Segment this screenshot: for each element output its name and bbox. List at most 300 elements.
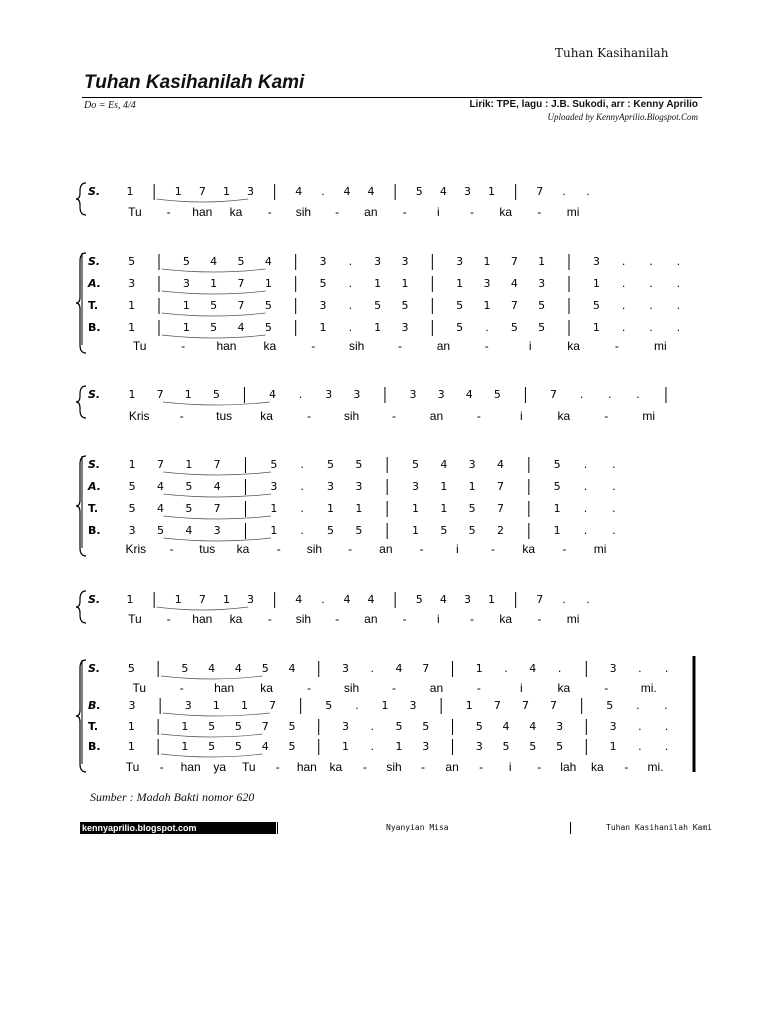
song-title: Tuhan Kasihanilah Kami (84, 72, 305, 93)
note-number: 1 (128, 388, 136, 401)
rest-dot: . (638, 662, 642, 675)
lyric-syllable: - (614, 339, 619, 353)
voice-label: S. (88, 593, 101, 606)
note-number: 4 (529, 720, 537, 733)
note-number: 4 (237, 321, 245, 334)
note-number: 1 (185, 458, 193, 471)
note-number: 4 (510, 277, 518, 290)
note-number: 5 (553, 458, 561, 471)
rest-dot: . (348, 277, 353, 290)
note-number: 5 (538, 321, 546, 334)
lyric-syllable: mi. (640, 681, 657, 695)
lyric-syllable: - (491, 542, 495, 556)
note-number: 1 (270, 502, 278, 515)
lyric-syllable: Tu (241, 760, 256, 774)
lyric-syllable: - (307, 409, 312, 423)
rest-dot: . (586, 185, 590, 198)
rest-dot: . (612, 524, 616, 537)
lyric-syllable: - (166, 612, 171, 626)
lyric-syllable: sih (295, 612, 312, 626)
note-number: 3 (128, 524, 136, 537)
note-number: 3 (475, 740, 483, 753)
note-number: 5 (325, 699, 333, 712)
lyric-syllable: - (362, 760, 367, 774)
lyric-syllable: han (192, 612, 213, 626)
lyric-syllable: sih (343, 409, 360, 423)
lyric-syllable: - (604, 409, 609, 423)
note-number: 3 (184, 699, 192, 712)
voice-label: S. (88, 458, 101, 471)
note-number: 4 (261, 740, 269, 753)
note-number: 1 (182, 299, 190, 312)
lyric-syllable: - (276, 542, 281, 556)
rest-dot: . (636, 388, 640, 401)
note-number: 1 (483, 255, 491, 268)
lyric-syllable: - (169, 542, 174, 556)
note-number: 5 (128, 502, 136, 515)
note-number: 3 (468, 458, 476, 471)
note-number: 3 (538, 277, 546, 290)
note-number: 4 (208, 662, 216, 675)
note-number: 7 (497, 480, 504, 493)
lyric-syllable: ka (260, 409, 273, 423)
note-number: 3 (374, 255, 382, 268)
rest-dot: . (583, 480, 588, 493)
lyric-syllable: - (470, 612, 474, 626)
note-number: 5 (468, 524, 476, 537)
lyric-syllable: ka (499, 205, 513, 219)
lyric-syllable: - (476, 409, 481, 423)
note-number: 7 (550, 699, 558, 712)
lyric-syllable: - (348, 542, 353, 556)
note-number: 1 (374, 277, 382, 290)
lyric-syllable: i (520, 409, 523, 423)
note-number: 1 (341, 740, 349, 753)
note-number: 1 (184, 388, 192, 401)
note-number: 7 (213, 502, 221, 515)
note-number: 1 (468, 480, 476, 493)
lyric-syllable: han (214, 681, 235, 695)
lyric-syllable: - (275, 760, 280, 774)
lyric-syllable: - (335, 205, 340, 219)
note-number: 1 (126, 593, 134, 606)
voice-label: T. (88, 502, 99, 515)
rest-dot: . (664, 699, 668, 712)
lyric-syllable: mi (593, 542, 607, 556)
lyric-syllable: ka (499, 612, 513, 626)
voice-label: S. (88, 662, 101, 675)
note-number: 1 (174, 593, 182, 606)
note-number: 4 (343, 185, 351, 198)
system-brace (76, 660, 86, 772)
lyric-syllable: - (267, 612, 272, 626)
lyric-syllable: i (436, 205, 440, 219)
note-number: 7 (213, 458, 221, 471)
note-number: 1 (553, 502, 561, 515)
lyric-syllable: an (364, 612, 378, 626)
rest-dot: . (485, 321, 489, 334)
running-title: Tuhan Kasihanilah (555, 46, 669, 60)
note-number: 5 (355, 524, 363, 537)
note-number: 1 (210, 277, 218, 290)
lyric-syllable: ka (522, 542, 536, 556)
note-number: 1 (182, 321, 190, 334)
note-number: 5 (182, 255, 190, 268)
lyric-syllable: mi (566, 205, 580, 219)
lyric-syllable: an (445, 760, 459, 774)
lyric-syllable: sih (386, 760, 402, 774)
note-number: 7 (422, 662, 430, 675)
note-number: 1 (222, 185, 230, 198)
note-number: 3 (401, 255, 409, 268)
note-number: 1 (592, 321, 600, 334)
lyric-syllable: Tu (132, 339, 147, 353)
note-number: 5 (208, 740, 216, 753)
lyric-syllable: an (364, 205, 378, 219)
note-number: 5 (538, 299, 546, 312)
lyric-syllable: - (392, 681, 396, 695)
rest-dot: . (562, 593, 566, 606)
note-number: 5 (127, 662, 135, 675)
lyric-syllable: - (402, 612, 407, 626)
lyric-syllable: ka (263, 339, 277, 353)
note-number: 4 (367, 185, 375, 198)
note-number: 1 (374, 321, 382, 334)
note-number: 5 (468, 502, 476, 515)
lyric-syllable: - (398, 339, 402, 353)
note-number: 7 (497, 502, 504, 515)
voice-label: B. (88, 699, 101, 712)
slur-arc (162, 291, 266, 294)
lyric-syllable: i (436, 612, 440, 626)
note-number: 4 (185, 524, 193, 537)
lyric-syllable: - (421, 760, 426, 774)
lyric-syllable: ka (260, 681, 273, 695)
lyric-syllable: sih (343, 681, 360, 695)
note-number: 1 (488, 593, 496, 606)
lyric-syllable: - (392, 409, 396, 423)
note-number: 3 (341, 720, 349, 733)
note-number: 1 (319, 321, 327, 334)
note-number: 3 (456, 255, 464, 268)
rest-dot: . (348, 321, 353, 334)
slur-arc (163, 472, 271, 475)
note-number: 3 (556, 720, 564, 733)
note-number: 7 (156, 388, 164, 401)
lyric-syllable: han (192, 205, 213, 219)
note-number: 3 (409, 388, 417, 401)
footer-blog-link[interactable]: kennyaprilio.blogspot.com (80, 822, 276, 834)
note-number: 3 (463, 593, 471, 606)
note-number: 1 (181, 720, 189, 733)
note-number: 3 (128, 699, 136, 712)
note-number: 5 (606, 699, 614, 712)
lyric-syllable: ka (229, 205, 243, 219)
footer-category: Nyanyian Misa (386, 823, 449, 832)
note-number: 3 (341, 662, 349, 675)
note-number: 5 (128, 255, 136, 268)
rest-dot: . (300, 458, 304, 471)
lyric-syllable: Tu (128, 205, 142, 219)
key-signature: Do = Es, 4/4 (84, 100, 136, 111)
note-number: 1 (181, 740, 189, 753)
system-brace (76, 253, 86, 353)
note-number: 5 (128, 480, 136, 493)
lyric-syllable: tus (199, 542, 216, 556)
rest-dot: . (636, 699, 640, 712)
note-number: 4 (497, 458, 504, 471)
rest-dot: . (638, 740, 642, 753)
lyric-syllable: ka (567, 339, 580, 353)
note-number: 7 (198, 185, 206, 198)
note-number: 5 (264, 321, 272, 334)
note-number: 3 (182, 277, 190, 290)
note-number: 4 (440, 458, 448, 471)
note-number: 1 (270, 524, 278, 537)
note-number: 5 (210, 321, 218, 334)
rest-dot: . (583, 524, 588, 537)
lyric-syllable: i (528, 339, 532, 353)
lyric-syllable: - (537, 205, 542, 219)
rest-dot: . (583, 502, 588, 515)
source-note: Sumber : Madah Bakti nomor 620 (90, 790, 255, 804)
note-number: 4 (367, 593, 375, 606)
lyric-syllable: - (179, 409, 184, 423)
note-number: 5 (234, 720, 242, 733)
rest-dot: . (355, 699, 359, 712)
note-number: 4 (234, 662, 242, 675)
rest-dot: . (608, 388, 612, 401)
note-number: 3 (247, 593, 255, 606)
slur-arc (163, 402, 270, 405)
note-number: 3 (592, 255, 600, 268)
lyric-syllable: - (470, 205, 474, 219)
lyric-syllable: - (267, 205, 272, 219)
note-number: 5 (374, 299, 382, 312)
system-brace (76, 591, 86, 623)
rest-dot: . (664, 740, 669, 753)
note-number: 3 (128, 277, 136, 290)
note-number: 7 (510, 255, 518, 268)
lyric-syllable: - (311, 339, 316, 353)
lyric-syllable: Tu (132, 681, 147, 695)
rest-dot: . (664, 662, 669, 675)
note-number: 4 (213, 480, 221, 493)
rest-dot: . (649, 255, 653, 268)
note-number: 5 (288, 740, 296, 753)
score-system (76, 591, 590, 626)
voice-label: B. (88, 524, 101, 537)
note-number: 4 (295, 185, 303, 198)
note-number: 1 (412, 502, 419, 515)
note-number: 1 (483, 299, 491, 312)
note-number: 5 (415, 185, 423, 198)
voice-label: T. (88, 720, 99, 733)
lyric-syllable: han (216, 339, 237, 353)
note-number: 3 (247, 185, 255, 198)
slur-arc (157, 607, 249, 610)
note-number: 3 (609, 720, 617, 733)
lyric-syllable: lah (560, 760, 577, 774)
note-number: 7 (237, 299, 245, 312)
note-number: 5 (553, 480, 561, 493)
lyric-syllable: ka (557, 681, 571, 695)
rest-dot: . (676, 299, 681, 312)
voice-label: S. (88, 185, 101, 198)
system-brace (76, 456, 86, 556)
rest-dot: . (612, 502, 616, 515)
note-number: 1 (355, 502, 363, 515)
note-number: 5 (261, 662, 269, 675)
lyric-syllable: Kris (128, 409, 150, 423)
note-number: 5 (327, 458, 334, 471)
score-system (76, 183, 590, 219)
rest-dot: . (676, 321, 681, 334)
lyric-syllable: mi (566, 612, 580, 626)
note-number: 3 (401, 321, 409, 334)
footer-divider (277, 822, 278, 834)
note-number: 5 (502, 740, 510, 753)
slur-arc (157, 199, 249, 202)
rest-dot: . (562, 185, 566, 198)
note-number: 7 (269, 699, 277, 712)
rest-dot: . (583, 458, 588, 471)
note-number: 4 (157, 502, 164, 515)
note-number: 1 (127, 740, 135, 753)
rest-dot: . (676, 255, 681, 268)
rest-dot: . (621, 299, 626, 312)
note-number: 5 (493, 388, 501, 401)
lyric-syllable: ka (329, 760, 343, 774)
note-number: 3 (327, 480, 334, 493)
note-number: 3 (409, 699, 417, 712)
lyric-syllable: ka (229, 612, 243, 626)
system-brace (76, 183, 86, 215)
lyric-syllable: - (166, 205, 171, 219)
note-number: 7 (510, 299, 518, 312)
lyric-syllable: mi (653, 339, 667, 353)
lyric-syllable: an (379, 542, 393, 556)
note-number: 5 (456, 321, 464, 334)
note-number: 3 (353, 388, 361, 401)
rest-dot: . (612, 458, 616, 471)
lyric-syllable: - (179, 681, 184, 695)
slur-arc (162, 313, 266, 316)
lyric-syllable: - (335, 612, 340, 626)
note-number: 1 (174, 185, 182, 198)
rest-dot: . (621, 321, 626, 334)
system-brace (76, 386, 86, 418)
note-number: 5 (181, 662, 189, 675)
rest-dot: . (300, 480, 304, 493)
rest-dot: . (649, 321, 653, 334)
lyric-syllable: i (508, 760, 512, 774)
note-number: 1 (440, 480, 448, 493)
lyric-syllable: ya (213, 760, 227, 774)
lyric-syllable: - (159, 760, 164, 774)
note-number: 3 (483, 277, 491, 290)
note-number: 5 (157, 524, 164, 537)
note-number: 1 (538, 255, 546, 268)
rest-dot: . (370, 720, 374, 733)
note-number: 7 (237, 277, 245, 290)
lyric-syllable: - (562, 542, 567, 556)
note-number: 5 (412, 458, 419, 471)
note-number: 1 (395, 740, 403, 753)
voice-label: A. (88, 277, 101, 290)
lyric-syllable: sih (348, 339, 365, 353)
slur-arc (161, 734, 263, 737)
note-number: 3 (355, 480, 363, 493)
slur-arc (161, 676, 263, 679)
note-number: 5 (264, 299, 272, 312)
lyric-syllable: - (307, 681, 312, 695)
note-number: 2 (497, 524, 504, 537)
lyric-syllable: an (429, 409, 444, 423)
note-number: 4 (210, 255, 218, 268)
note-number: 3 (437, 388, 445, 401)
rest-dot: . (676, 277, 681, 290)
slur-arc (162, 335, 266, 338)
note-number: 5 (212, 388, 220, 401)
note-number: 5 (185, 502, 193, 515)
note-number: 4 (295, 593, 303, 606)
rest-dot: . (370, 662, 374, 675)
note-number: 4 (264, 255, 272, 268)
voice-label: B. (88, 321, 101, 334)
rest-dot: . (621, 255, 626, 268)
note-number: 7 (261, 720, 269, 733)
rest-dot: . (348, 255, 353, 268)
lyric-syllable: - (537, 760, 542, 774)
note-number: 5 (475, 720, 483, 733)
rest-dot: . (638, 720, 642, 733)
note-number: 4 (157, 480, 164, 493)
rest-dot: . (321, 593, 325, 606)
note-number: 4 (439, 593, 447, 606)
footer-song-title: Tuhan Kasihanilah Kami (606, 823, 712, 832)
lyric-syllable: - (484, 339, 489, 353)
rest-dot: . (664, 720, 669, 733)
note-number: 1 (212, 699, 220, 712)
note-number: 5 (327, 524, 334, 537)
note-number: 1 (327, 502, 334, 515)
note-number: 3 (412, 480, 419, 493)
lyric-syllable: - (479, 760, 484, 774)
note-number: 1 (456, 277, 464, 290)
rest-dot: . (579, 388, 584, 401)
slur-arc (161, 754, 263, 757)
note-number: 3 (463, 185, 471, 198)
note-number: 4 (343, 593, 351, 606)
note-number: 7 (198, 593, 206, 606)
lyric-syllable: mi. (647, 760, 664, 774)
score-system (76, 253, 680, 353)
voice-label: S. (88, 388, 101, 401)
rest-dot: . (557, 662, 562, 675)
lyric-syllable: tus (216, 409, 233, 423)
lyric-syllable: sih (306, 542, 323, 556)
voice-label: S. (88, 255, 101, 268)
rest-dot: . (612, 480, 616, 493)
lyric-syllable: - (402, 205, 407, 219)
note-number: 7 (536, 593, 544, 606)
slur-arc (163, 538, 271, 541)
lyric-syllable: Tu (125, 760, 140, 774)
note-number: 1 (128, 299, 136, 312)
note-number: 5 (355, 458, 363, 471)
note-number: 5 (529, 740, 537, 753)
